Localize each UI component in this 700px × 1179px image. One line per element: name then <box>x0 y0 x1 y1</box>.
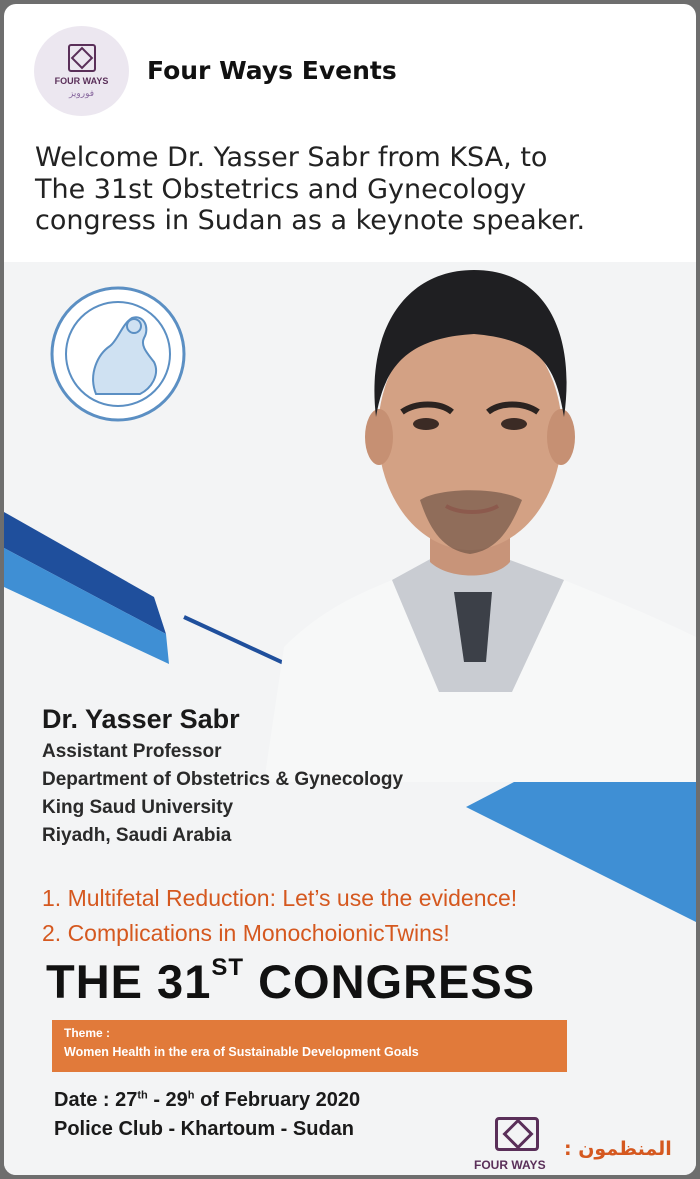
event-date <box>54 1089 360 1112</box>
date-prefix: Date : 27 <box>54 1089 138 1111</box>
theme-text: Women Health in the era of Sustainable Development Goals <box>64 1045 419 1059</box>
avatar-logo-text-ar: فورويز <box>68 89 95 99</box>
speaker-location: Riyadh, Saudi Arabia <box>42 825 232 846</box>
society-seal-logo-icon <box>48 284 188 424</box>
speaker-department: Department of Obstetrics & Gynecology <box>42 769 404 790</box>
post-text-line: Welcome Dr. Yasser Sabr from KSA, to <box>35 142 548 173</box>
speaker-title: Assistant Professor <box>42 741 222 762</box>
date-suffix: of February 2020 <box>194 1089 361 1111</box>
speaker-name: Dr. Yasser Sabr <box>42 704 240 734</box>
post-text-line: congress in Sudan as a keynote speaker. <box>35 205 586 237</box>
theme-banner <box>52 1020 567 1072</box>
four-ways-logo-icon <box>495 1117 539 1151</box>
talk-item: 1. Multifetal Reduction: Let’s use the evidence! <box>42 885 518 911</box>
congress-title <box>46 954 535 1009</box>
page-name[interactable]: Four Ways Events <box>147 56 397 85</box>
congress-title-ordinal: ST <box>211 954 245 981</box>
organizer-logo <box>491 1115 541 1155</box>
organizers-label: المنظمون : <box>564 1138 672 1160</box>
theme-label: Theme : <box>64 1026 111 1040</box>
date-mid: - 29 <box>147 1089 188 1111</box>
speaker-university: King Saud University <box>42 797 234 818</box>
post-text <box>35 142 675 237</box>
post-text-line: The 31st Obstetrics and Gynecology <box>35 173 527 205</box>
congress-title-prefix: THE 31 <box>46 955 212 1008</box>
congress-title-suffix: CONGRESS <box>244 955 536 1008</box>
page-avatar[interactable] <box>34 26 129 116</box>
four-ways-logo-icon <box>68 44 96 72</box>
date-ordinal-end: h <box>187 1089 195 1102</box>
congress-poster-image[interactable] <box>4 262 696 1175</box>
post-card <box>4 4 696 1175</box>
avatar-logo-text: FOUR WAYS <box>54 76 109 86</box>
organizer-logo-caption: FOUR WAYS <box>474 1158 546 1172</box>
date-ordinal-start: th <box>137 1089 148 1102</box>
talk-item: 2. Complications in MonochoionicTwins! <box>42 920 450 946</box>
speaker-photo <box>264 262 696 782</box>
event-venue: Police Club - Khartoum - Sudan <box>54 1118 355 1140</box>
